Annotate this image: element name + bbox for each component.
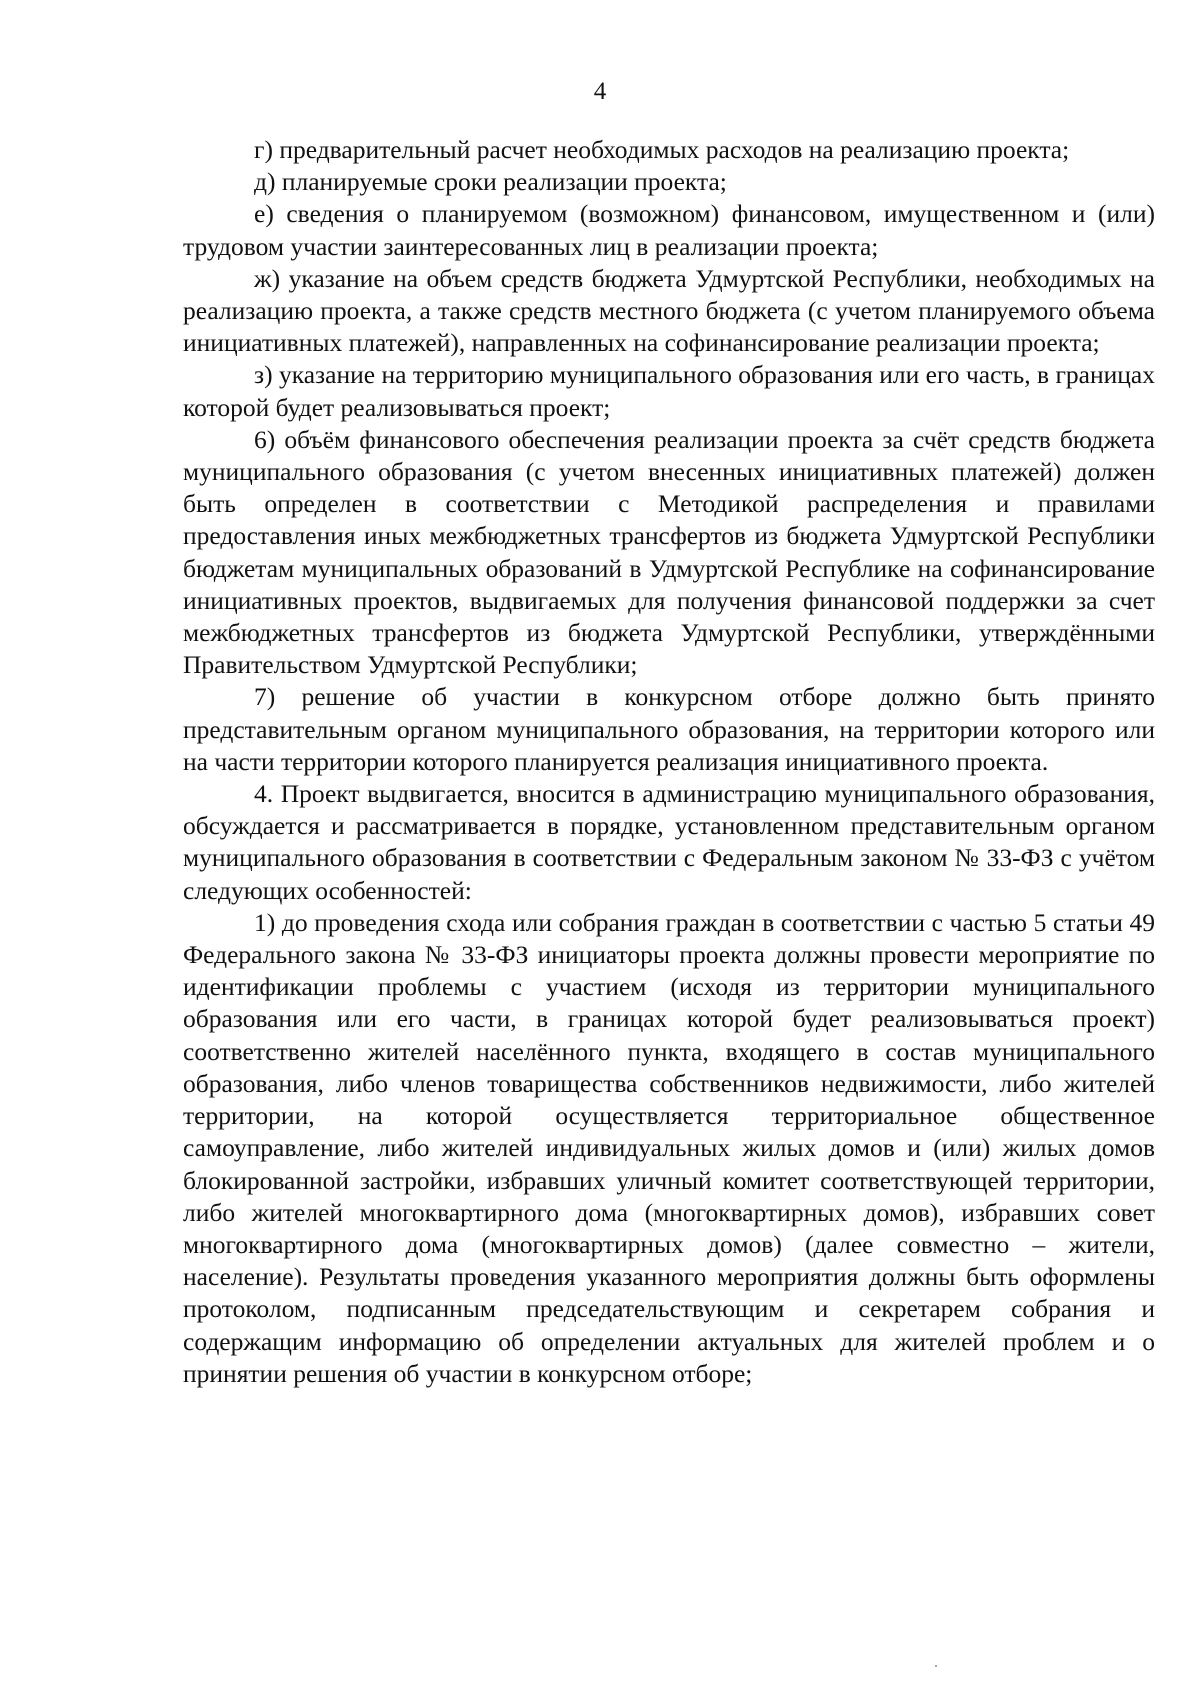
page-number: 4 [593, 78, 607, 105]
document-body [183, 134, 1155, 1390]
paragraph-item-z: з) указание на территорию муниципального образования или его часть, в границах которой будет реализовываться проект; [183, 360, 1155, 422]
paragraph-section-4: 4. Проект выдвигается, вносится в администрацию муниципального образования, обсуждается и рассматривается в порядке, установленном представительным органом муниципального образования в соответствии с Федеральным законом № 33-ФЗ с учётом следующих особенностей: [183, 779, 1155, 905]
paragraph-item-e: е) сведения о планируемом (возможном) финансовом, имущественном и (или) трудовом участии заинтересованных лиц в реализации проекта; [183, 199, 1155, 261]
scan-speck [935, 1665, 937, 1667]
paragraph-item-zh: ж) указание на объем средств бюджета Удмуртской Республики, необходимых на реализацию проекта, а также средств местного бюджета (с учетом планируемого объема инициативных платежей), направленных на софинансирование реализации проекта; [183, 263, 1155, 358]
paragraph-clause-6: 6) объём финансового обеспечения реализации проекта за счёт средств бюджета муниципального образования (с учетом внесенных инициативных платежей) должен быть определен в соответствии с Методикой распределения и правилами предоставления иных межбюджетных трансфертов из бюджета Удмуртской Республики бюджетам муниципальных образований в Удмуртской Республике на софинансирование инициативных проектов, выдвигаемых для получения финансовой поддержки за счет межбюджетных трансфертов из бюджета Удмуртской Республики, утверждёнными Правительством Удмуртской Республики; [183, 424, 1155, 680]
paragraph-item-d: д) планируемые сроки реализации проекта; [254, 167, 727, 197]
paragraph-item-g: г) предварительный расчет необходимых расходов на реализацию проекта; [254, 135, 1070, 164]
paragraph-subclause-1: 1) до проведения схода или собрания граждан в соответствии с частью 5 статьи 49 Федерального закона № 33-ФЗ инициаторы проекта должны провести мероприятие по идентификации проблемы с участием (исходя из территории муниципального образования или его части, в границах которой будет реализовываться проект) соответственно жителей населённого пункта, входящего в состав муниципального образования, либо членов товарищества собственников недвижимости, либо жителей территории, на которой осуществляется территориальное общественное самоуправление, либо жителей индивидуальных жилых домов и (или) жилых домов блокированной застройки, избравших уличный комитет соответствующей территории, либо жителей многоквартирного дома (многоквартирных домов), избравших совет многоквартирного дома (многоквартирных домов) (далее совместно – жители, население). Результаты проведения указанного мероприятия должны быть оформлены протоколом, подписанным председательствующим и секретарем собрания и содержащим информацию об определении актуальных для жителей проблем и о принятии решения об участии в конкурсном отборе; [183, 907, 1155, 1388]
paragraph-clause-7: 7) решение об участии в конкурсном отборе должно быть принято представительным органом муниципального образования, на территории которого или на части территории которого планируется реализация инициативного проекта. [183, 682, 1155, 776]
